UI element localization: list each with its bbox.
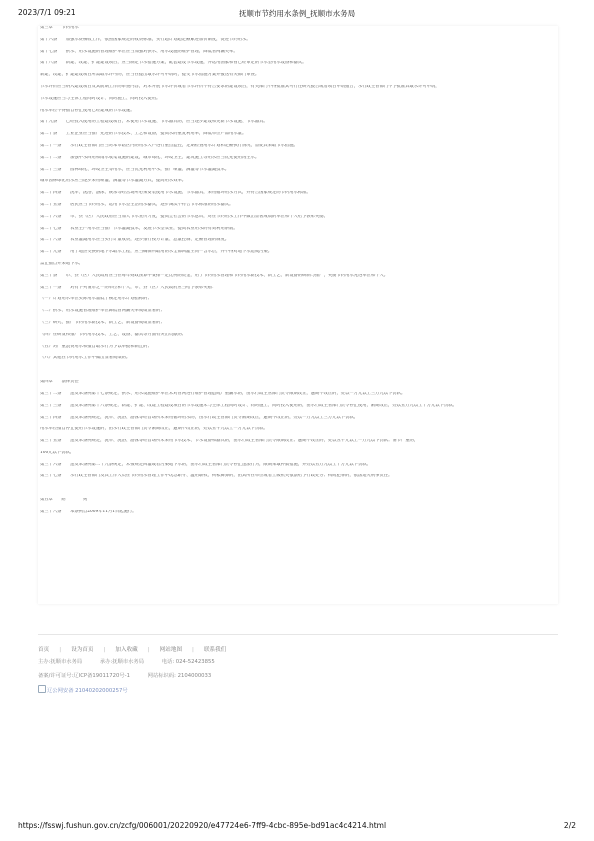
footer-nav-link[interactable]: 联系我们 xyxy=(203,647,227,653)
print-page-title: 抚顺市节约用水条例_抚顺市水务局 xyxy=(238,9,356,18)
host-text: 主办:抚顺市水务局 xyxy=(38,659,83,665)
article-line: 100元以下罚款。 xyxy=(40,450,74,455)
article-line: 第二十一条 水行政主管部门应当对本市辖区内的用水大户进行重点监控，定期检查用水计划和定额执行情况，督促其采取节水措施。 xyxy=(40,143,298,148)
footer-nav-link[interactable]: 设为首页 xyxy=(71,647,94,653)
footer-record-line xyxy=(38,671,558,685)
article-line: 第十六条 加强水费核收工作，依照国家规定的收费标准，实行超计划超定额累进加价制度，促进节约用水。 xyxy=(40,37,251,42)
site-footer xyxy=(38,634,558,784)
footer-nav-link[interactable]: 首页 xyxy=(38,647,50,653)
icp-link[interactable]: 备案/许可证号:辽ICP备19011720号-1 xyxy=(38,673,130,679)
article-line: 第三十七条 水行政主管部门及其工作人员在节约用水管理工作中玩忽职守、滥用职权、徇私舞弊的，由其所在单位或者上级机关依法给予行政处分；构成犯罪的，依法追究刑事责任。 xyxy=(40,474,393,479)
print-url: https://fsswj.fushun.gov.cn/zcfg/006001/20220920/e47724e6-7ff9-4cbc-895e-bd91ac4c4214.html xyxy=(18,821,387,830)
print-header xyxy=(18,8,576,22)
article-line: 第二十五条 居民应当节约用水，选用节水型生活用水器具，逐步淘汰不符合节水标准的用水器具。 xyxy=(40,202,234,207)
print-page-number: 2/2 xyxy=(563,821,576,830)
article-line: 第三十一条 对有下列情形之一的单位和个人，市、县（区）人民政府应当给予表彰奖励： xyxy=(40,285,217,290)
paragraph-gap xyxy=(38,368,558,380)
paragraph-gap xyxy=(38,486,558,498)
footer-info-line xyxy=(38,657,558,671)
article-line: 第三章 节约用水 xyxy=(40,26,79,30)
footer-nav-link[interactable]: 网站地图 xyxy=(159,647,183,653)
police-record-text[interactable]: 辽公网安备 21040202000257号 xyxy=(47,688,128,694)
site-code-text: 网站标识码: 2104000033 xyxy=(147,673,212,679)
police-record[interactable] xyxy=(38,685,558,697)
article-line: 第十八条 新建、改建、扩建建设项目，应当制定节水措施方案，配套建设节水设施，并选用国家和省已经审定的节水型用水设备和器具。 xyxy=(40,61,307,66)
article-line: 第二十三条 园林绿化、环境卫生等用水，应当优先利用中水，推广喷灌、滴灌等节水灌溉技术。 xyxy=(40,167,230,172)
footer-divider xyxy=(38,634,558,635)
article-line: 城市园林绿化用水应当逐步采用喷灌、滴灌等节水灌溉方式，提高用水效率。 xyxy=(40,179,187,184)
article-line: 第十九条 已经投入使用的工程建设项目，未使用节水设施、节水器具的，应当逐步建设和更新节水设施、节水器具。 xyxy=(40,120,268,125)
police-badge-icon xyxy=(38,685,46,693)
article-line: （六）其他在节约用水工作中做出显著成绩的。 xyxy=(40,356,131,361)
article-line: 第三十二条 违反本条例第十七条规定，供水、用水设施维护单位未对管网进行维护管理造成严重漏水的，由水行政主管部门责令限期改正，逾期不改正的，处以一万元以上三万元以下罚款。 xyxy=(40,391,406,396)
organizer-text: 承办:抚顺市水务局 xyxy=(99,659,145,665)
print-footer xyxy=(18,821,576,833)
print-date: 2023/7/1 09:21 xyxy=(18,8,76,17)
article-line: 第三十三条 违反本条例第十八条规定，新建、扩建、改建工程建设项目的节水设施未与主体工程同时设计、同时施工、同时投入使用的，由水行政主管部门责令停止使用，限期改正，处以五万元以上十万元以下罚款。 xyxy=(40,403,457,408)
article-line: 第二十条 工业企业应当推广先进的节水技术、工艺和设备，提高水的重复利用率，降低单位产品用水量。 xyxy=(40,132,247,137)
article-line: 用水单位擅自停止使用节水设施的，由水行政主管部门责令限期改正，逾期不改正的，处以五千元以上一万元以下罚款。 xyxy=(40,427,268,432)
nav-separator: | xyxy=(147,647,150,653)
article-line: 第二十四条 洗车、洗浴、游泳、娱乐等经营场所必须安装使用节水设施、节水器具，采用循环用水方式，并符合国家规定的节约用水标准。 xyxy=(40,191,311,196)
article-line: 禁止擅自开采地下水。 xyxy=(40,261,83,266)
article-line: （一）计划用水单位实际用水量低于核定用水计划指标的； xyxy=(40,297,152,302)
nav-separator: | xyxy=(59,647,62,653)
article-line: 第二十八条 农业灌溉用水应当实行计量收费，逐步推行按方计量、总量控制、定额管理的制度。 xyxy=(40,238,230,243)
article-line: （五）对严重浪费用水和擅自取水行为予以举报和制止的； xyxy=(40,344,152,349)
article-line: 第三十六条 违反本条例第二十九条规定，未按规定回灌或者污染地下水的，由水行政主管部门责令停止违法行为，限期采取补救措施，并处以五万元以上十万元以下罚款。 xyxy=(40,462,371,467)
nav-separator: | xyxy=(192,647,194,653)
article-line: （三）研究、推广节约用水新技术、新工艺、新设备成绩显著的； xyxy=(40,320,165,325)
article-line: （四）在研发和推广节约用水技术、工艺、设备、器具等方面有突出贡献的； xyxy=(40,332,187,337)
article-line: 第十七条 供水、用水设施的管理维护单位应当加强对供水、用水设施的维护管理，降低管网漏失率。 xyxy=(40,49,238,54)
article-line: 第三十八条 本条例自2009年11月1日起施行。 xyxy=(40,510,137,515)
article-line: 第三十四条 违反本条例规定，洗车、洗浴、游泳等经营场所未采用循环用水的，由水行政主管部门责令限期改正，逾期不改正的，处以一万元以上三万元以下罚款。 xyxy=(40,415,358,420)
article-line: 第二十九条 用于地热交换的地下水取水工程，应当确保所取用的水全部回灌至同一含水层，并不得对地下水造成污染。 xyxy=(40,250,273,255)
article-line: 第四章 法律责任 xyxy=(40,380,79,385)
footer-nav xyxy=(38,645,558,657)
article-line: （二）供水、用水设施管理维护单位降低管网漏失率成绩显著的； xyxy=(40,309,165,314)
article-line: 第三十五条 违反本条例规定，洗车、洗浴、游泳等经营场所未采用节水技术、节水设备和器具的，由水行政主管部门责令限期改正；逾期不改正的，处以五千元以上一万元以下罚款；情节严重的， xyxy=(40,439,419,444)
article-line: 节水评价应当纳入建设项目及其前期工作的审查内容，对未开展节水评价或者节水评价不符合要求的建设项目，有关部门不得批准其可行性研究报告或者项目申请报告，水行政主管部门不予批准其取水许可申请， xyxy=(40,84,440,89)
phone-text: 电话: 024-52423855 xyxy=(161,659,215,665)
article-line: 节水设施应当与主体工程同时设计、同时施工、同时投入使用。 xyxy=(40,96,161,101)
article-line: 第二十二条 加强中水回用和雨水收集设施的建设，城市绿化、环境卫生、建筑施工等用水应当优先使用再生水。 xyxy=(40,155,260,160)
article-line: 用水单位不得擅自停止使用已经建成的节水设施。 xyxy=(40,108,135,113)
article-line: 第二十七条 农业生产用水应当推广节水灌溉技术，发展节水型农业，提高农业用水的有效利用系数。 xyxy=(40,226,238,231)
regulation-content xyxy=(38,26,558,604)
nav-separator: | xyxy=(103,647,106,653)
article-line: 第三十条 市、县（区）人民政府应当在每年财政预算中安排一定比例的资金，用于节约用水管理和节约用水新技术、新工艺、新设备的研制与推广，奖励节约用水先进单位和个人。 xyxy=(40,273,389,278)
article-line: 第二十六条 市、县（区）人民政府应当加大节水宣传力度，提高全社会的节水意识，对在节约用水工作中做出显著成绩的单位和个人给予表彰奖励。 xyxy=(40,214,328,219)
article-line: 新建、改建、扩建建设项目所需取水许可的，应当在提出取水许可申请时，提交节水措施方案并报送有关部门审查。 xyxy=(40,73,260,78)
article-line: 第五章 附 则 xyxy=(40,498,88,503)
footer-nav-link[interactable]: 加入收藏 xyxy=(115,647,138,653)
